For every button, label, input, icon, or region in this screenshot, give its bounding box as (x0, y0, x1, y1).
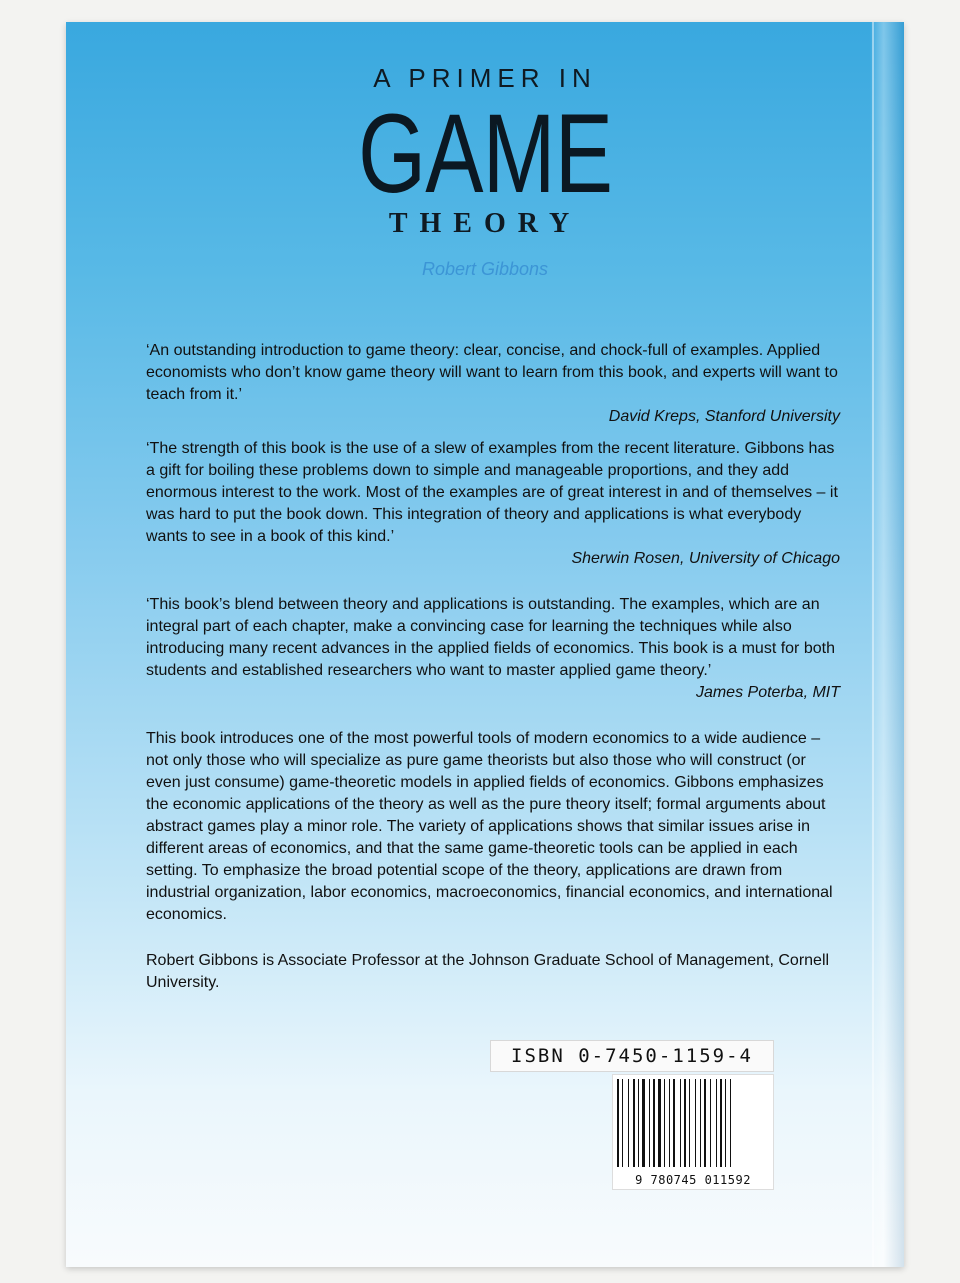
description-text: This book introduces one of the most powerful tools of modern economics to a wide audience – not only those who will specialize as pure game theorists but also those who will construct (or even just consume) game-theoretic models in applied fields of economics. Gibbons emphasizes the economic applications of the theory as well as the pure theory itself; formal arguments about abstract games play a minor role. The variety of applications shows that similar issues arise in different areas of economics, and that the same game-theoretic tools can be applied in each setting. To emphasize the broad potential scope of the theory, applications are drawn from industrial organization, labor economics, macroeconomics, financial economics, and international economics. (146, 730, 833, 923)
barcode-bar (669, 1079, 670, 1167)
barcode-bar (700, 1079, 701, 1167)
barcode-bar (658, 1079, 661, 1167)
quote-source: James Poterba, MIT (695, 684, 840, 701)
barcode-bar (638, 1079, 639, 1167)
barcode-bar (642, 1079, 645, 1167)
barcode-bar (673, 1079, 675, 1167)
barcode-bar (689, 1079, 690, 1167)
quote-text: ‘The strength of this book is the use of a slew of examples from the recent literature. Gibbons has a gift for boiling these problems down to simple and manageable proportions, and they add enormous interest to the work. Most of the examples are of great interest in and of themselves – it was hard to put the book down. This integration of theory and applications is what everybody wants to see in a book of this kind.’ (146, 440, 838, 545)
title-main: GAME (358, 91, 613, 216)
title-top: A PRIMER IN (373, 63, 597, 93)
barcode-bar (617, 1079, 619, 1167)
barcode (612, 1074, 774, 1190)
barcode-bar (649, 1079, 650, 1167)
quote-text: ‘This book’s blend between theory and applications is outstanding. The examples, which are an integral part of each chapter, make a convincing case for learning the techniques while also introducing many recent advances in the applied fields of economics. This book is a must for both students and established researchers who want to master applied game theory.’ (146, 596, 835, 679)
barcode-bars (617, 1079, 769, 1167)
barcode-bar (628, 1079, 629, 1167)
author-name: Robert Gibbons (421, 259, 549, 279)
quote-block-2 (146, 438, 840, 570)
quote-block-3 (146, 594, 840, 704)
title-sub: THEORY (388, 208, 582, 239)
barcode-bar (730, 1079, 731, 1167)
quote-text: ‘An outstanding introduction to game theory: clear, concise, and chock-full of examples. Applied economists who don’t know game theory will want to learn from this book, and experts will want to teach from it.’ (146, 342, 838, 403)
barcode-bar (653, 1079, 655, 1167)
barcode-bar (680, 1079, 681, 1167)
quote-block-1 (146, 340, 840, 428)
barcode-bar (710, 1079, 711, 1167)
bio-text: Robert Gibbons is Associate Professor at the Johnson Graduate School of Management, Cornell University. (146, 952, 830, 991)
barcode-bar (622, 1079, 623, 1167)
barcode-bar (633, 1079, 635, 1167)
barcode-bar (716, 1079, 717, 1167)
barcode-bar (725, 1079, 726, 1167)
isbn-label: ISBN 0-7450-1159-4 (490, 1040, 774, 1072)
barcode-bar (664, 1079, 665, 1167)
quote-source: Sherwin Rosen, University of Chicago (571, 550, 840, 567)
book-description (146, 728, 840, 926)
barcode-bar (704, 1079, 706, 1167)
barcode-number: 9 780745 011592 (635, 1173, 751, 1187)
barcode-bar (695, 1079, 696, 1167)
quote-source: David Kreps, Stanford University (608, 408, 840, 425)
author-bio (146, 950, 840, 994)
book-back-cover (66, 22, 904, 1267)
barcode-bar (720, 1079, 722, 1167)
barcode-bar (684, 1079, 686, 1167)
